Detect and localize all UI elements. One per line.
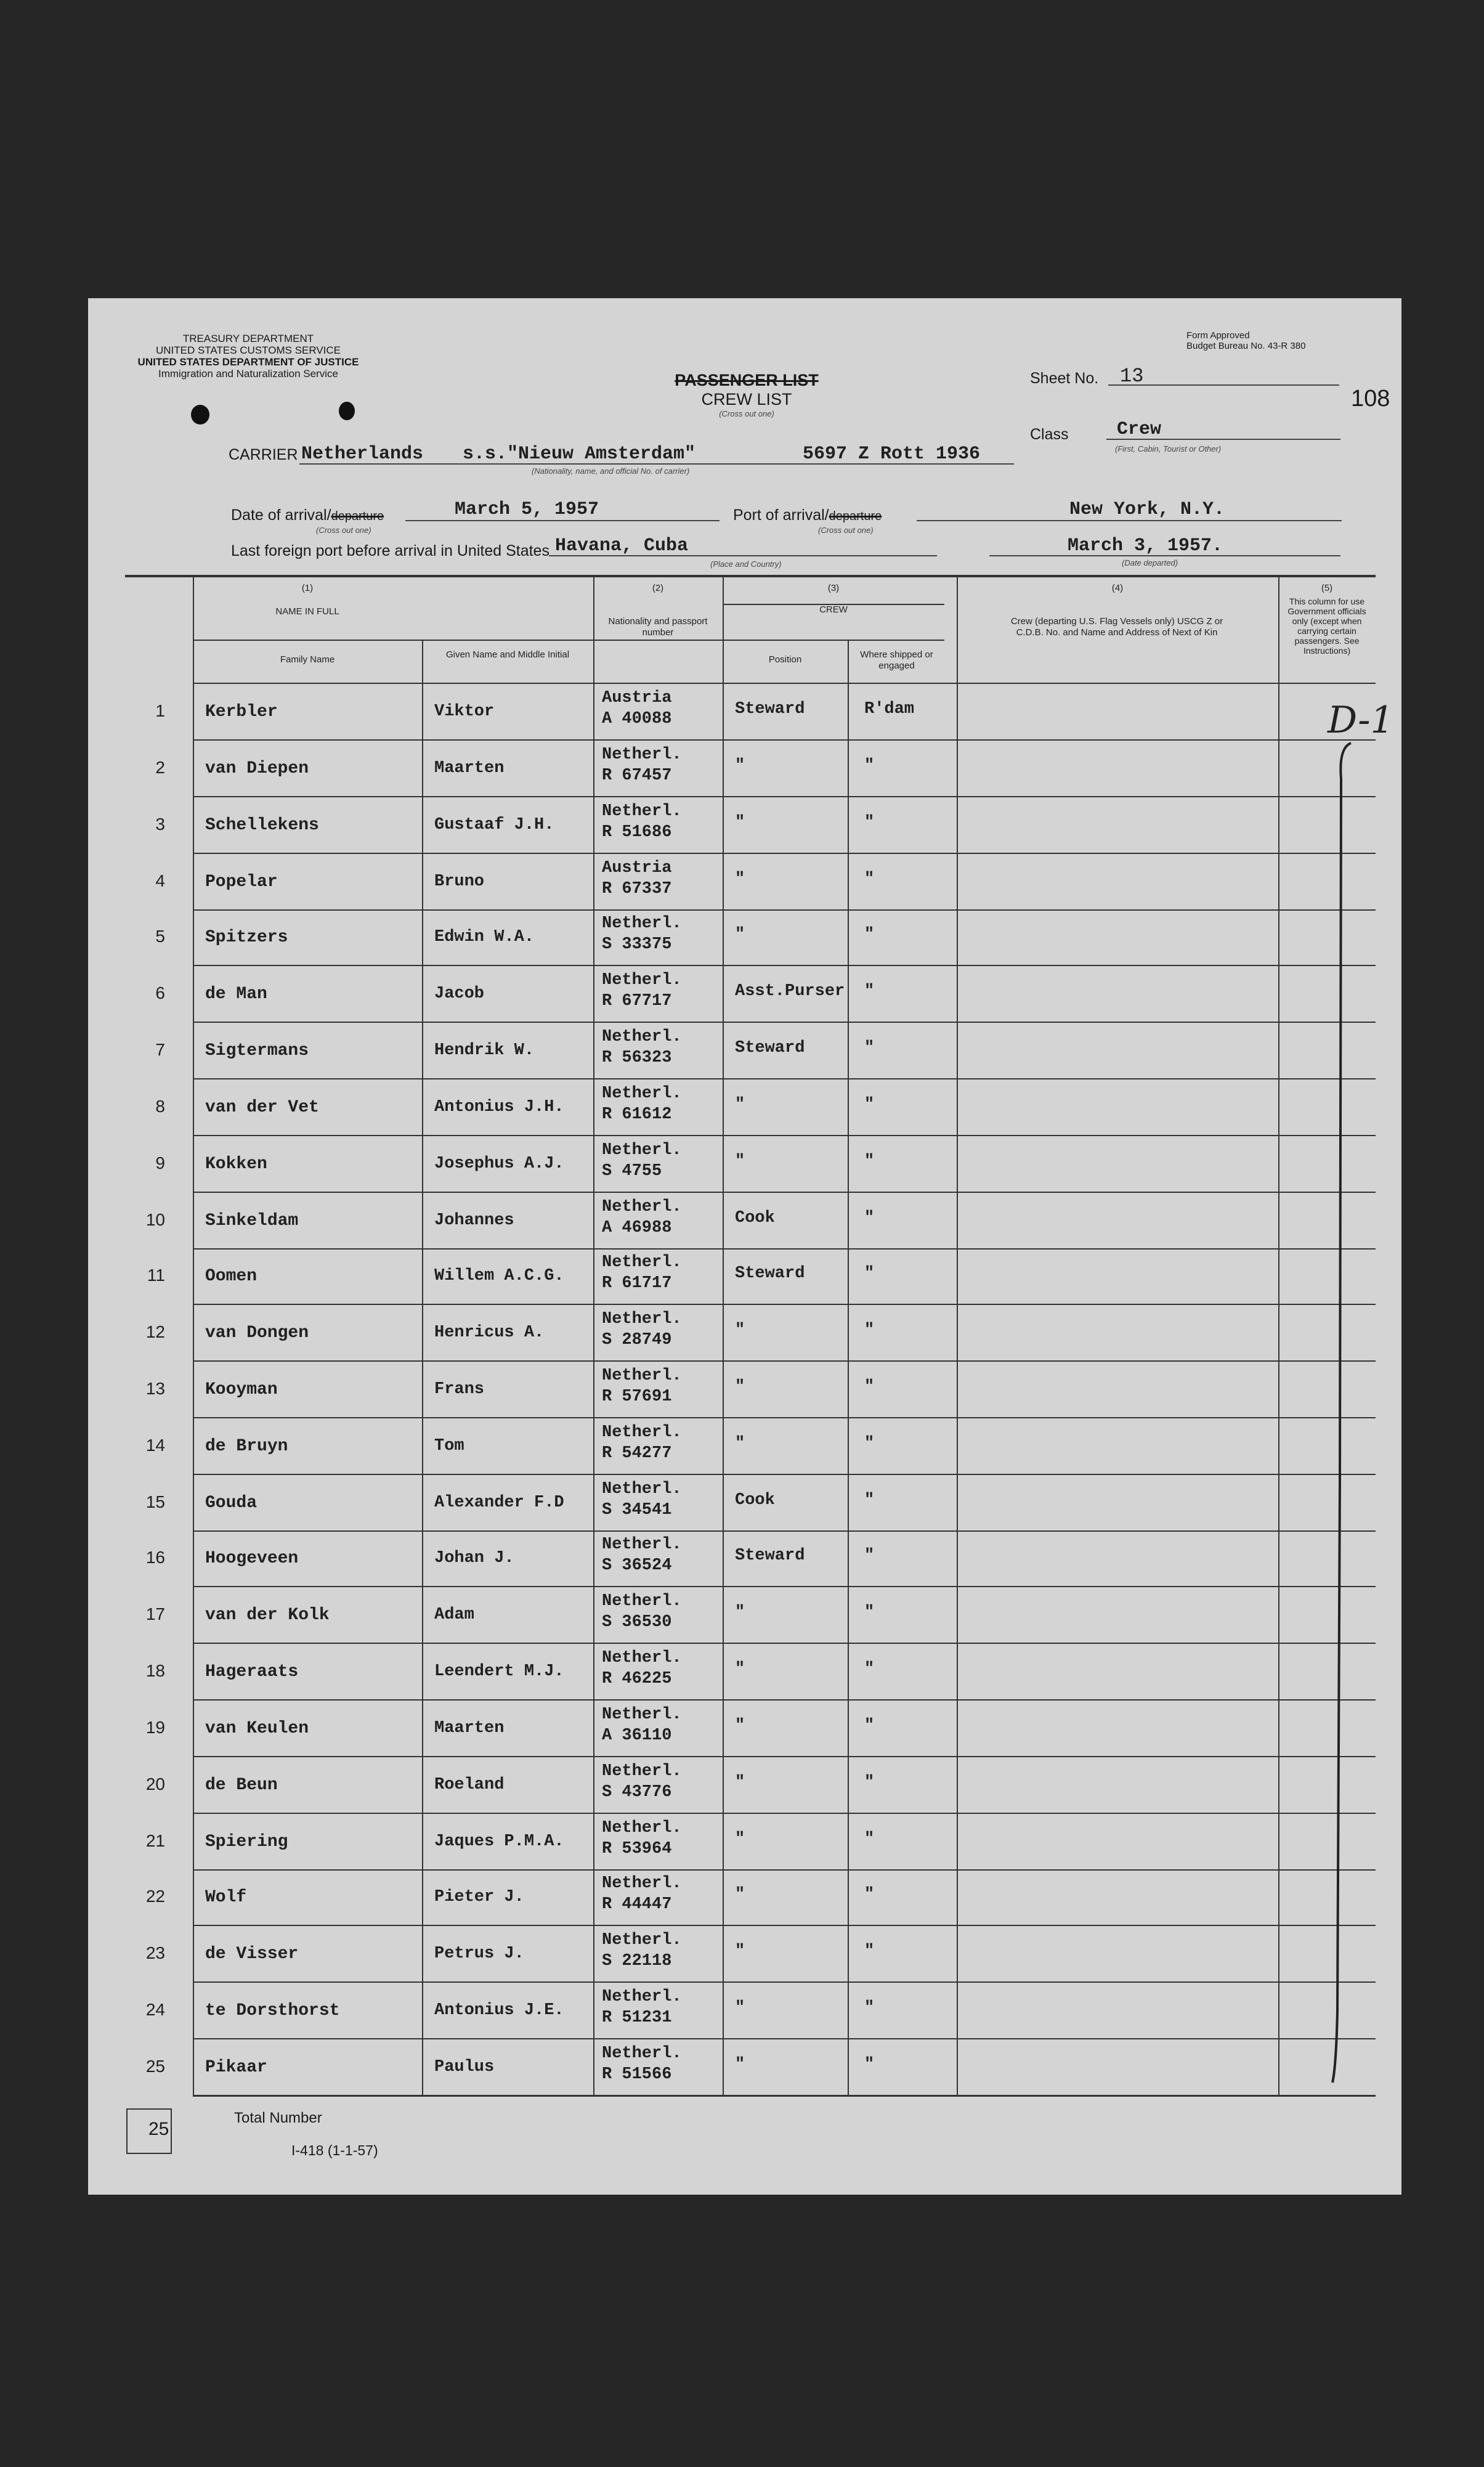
given-name: Tom <box>434 1437 464 1455</box>
row-divider <box>193 853 1376 854</box>
given-name: Paulus <box>434 2058 495 2076</box>
given-name: Johan J. <box>434 1549 514 1567</box>
passport-number: A 46988 <box>602 1219 672 1237</box>
row-divider <box>193 1756 1376 1757</box>
where-shipped: " <box>864 1434 875 1453</box>
crew-position: " <box>735 1885 745 1904</box>
row-number: 7 <box>155 1040 165 1059</box>
passport-number: R 54277 <box>602 1444 672 1463</box>
family-name: Sigtermans <box>205 1041 309 1060</box>
carrier-nationality: Netherlands <box>301 444 424 465</box>
row-number: 13 <box>145 1379 165 1398</box>
date-of-arrival-value: March 5, 1957 <box>455 499 599 520</box>
passport-number: S 4755 <box>602 1162 662 1181</box>
family-name: Hoogeveen <box>205 1549 299 1568</box>
total-value: 25 <box>148 2119 169 2139</box>
family-name: Kooyman <box>205 1380 278 1399</box>
port-of-arrival-label <box>733 506 882 524</box>
given-name: Antonius J.H. <box>434 1098 564 1116</box>
given-name: Bruno <box>434 872 485 891</box>
last-port-date: March 3, 1957. <box>1068 535 1223 556</box>
crew-position: " <box>735 1942 745 1961</box>
agency-header <box>137 333 359 380</box>
family-name: Pikaar <box>205 2058 267 2077</box>
nationality: Netherl. <box>602 1931 682 1949</box>
row-number: 15 <box>145 1492 165 1511</box>
passport-number: R 61612 <box>602 1105 672 1124</box>
nationality: Netherl. <box>602 1649 682 1667</box>
nationality: Netherl. <box>602 914 682 933</box>
passport-number: S 33375 <box>602 935 672 954</box>
row-divider <box>193 909 1376 911</box>
crew-position: " <box>735 870 745 888</box>
given-name: Hendrik W. <box>434 1041 535 1060</box>
where-shipped: " <box>864 1264 875 1283</box>
col-where-shipped: Where shipped or engaged <box>860 649 933 671</box>
family-name: Sinkeldam <box>205 1211 299 1230</box>
ink-blot <box>339 402 355 420</box>
nationality: Netherl. <box>602 1762 682 1781</box>
crew-list-form <box>88 298 1401 2195</box>
crew-position: " <box>735 1773 745 1792</box>
last-port-label: Last foreign port before arrival in United States <box>231 542 549 559</box>
nationality: Netherl. <box>602 1592 682 1611</box>
where-shipped: " <box>864 1773 875 1792</box>
given-name: Viktor <box>434 702 495 721</box>
passport-number: S 28749 <box>602 1331 672 1349</box>
given-name: Petrus J. <box>434 1945 524 1963</box>
row-number: 9 <box>155 1153 165 1173</box>
where-shipped: " <box>864 1095 875 1114</box>
row-number: 10 <box>145 1210 165 1229</box>
family-name: Oomen <box>205 1267 257 1286</box>
nationality: Netherl. <box>602 1367 682 1385</box>
passport-number: S 36530 <box>602 1613 672 1632</box>
carrier-caption: (Nationality, name, and official No. of carrier) <box>532 466 690 476</box>
nationality: Netherl. <box>602 1028 682 1046</box>
row-number: 1 <box>155 701 165 720</box>
where-shipped: " <box>864 1546 875 1565</box>
row-number: 2 <box>155 758 165 777</box>
row-number: 21 <box>145 1831 165 1850</box>
passport-number: S 36524 <box>602 1556 672 1575</box>
nationality: Netherl. <box>602 1988 682 2006</box>
crew-position: Steward <box>735 1039 805 1057</box>
col2-title: Nationality and passport number <box>608 616 708 638</box>
family-name: Schellekens <box>205 816 319 835</box>
where-shipped: " <box>864 870 875 888</box>
port-of-arrival-value: New York, N.Y. <box>1069 499 1225 520</box>
row-number: 16 <box>145 1548 165 1567</box>
where-shipped: " <box>864 1378 875 1396</box>
col-given-name: Given Name and Middle Initial <box>445 649 570 660</box>
crew-position: Asst.Purser <box>735 982 845 1001</box>
crew-position: Cook <box>735 1491 775 1510</box>
row-divider <box>193 1586 1376 1587</box>
row-number: 6 <box>155 983 165 1002</box>
date-departed-caption: (Date departed) <box>1122 558 1178 567</box>
row-divider <box>193 965 1376 966</box>
passport-number: A 36110 <box>602 1726 672 1745</box>
family-name: van Keulen <box>205 1719 309 1738</box>
where-shipped: " <box>864 1603 875 1622</box>
given-name: Henricus A. <box>434 1323 545 1342</box>
crew-position: " <box>735 1603 745 1622</box>
col5-title: This column for use Government officials only (except when carrying certain passengers. See Instructions) <box>1287 596 1366 656</box>
passport-number: R 67717 <box>602 992 672 1010</box>
row-number: 17 <box>145 1604 165 1624</box>
given-name: Willem A.C.G. <box>434 1267 564 1285</box>
nationality: Netherl. <box>602 1535 682 1554</box>
row-divider <box>193 1474 1376 1475</box>
col3-number: (3) <box>827 583 840 593</box>
given-name: Jacob <box>434 985 485 1003</box>
nationality: Netherl. <box>602 1874 682 1893</box>
class-label: Class <box>1030 426 1069 443</box>
passport-number: R 51686 <box>602 823 672 842</box>
nationality: Netherl. <box>602 1480 682 1498</box>
where-shipped: " <box>864 1942 875 1961</box>
where-shipped: " <box>864 1491 875 1510</box>
nationality: Netherl. <box>602 1253 682 1272</box>
row-number: 23 <box>145 1943 165 1962</box>
row-divider <box>193 1643 1376 1644</box>
form-number: I-418 (1-1-57) <box>291 2142 378 2158</box>
given-name: Gustaaf J.H. <box>434 816 554 834</box>
col2-number: (2) <box>652 583 664 593</box>
given-name: Edwin W.A. <box>434 928 535 946</box>
carrier-label: CARRIER <box>229 446 298 463</box>
row-divider <box>193 2038 1376 2039</box>
given-name: Adam <box>434 1606 474 1624</box>
where-shipped: " <box>864 1885 875 1904</box>
family-name: Spiering <box>205 1832 288 1851</box>
passport-number: R 61717 <box>602 1274 672 1293</box>
class-value: Crew <box>1117 419 1162 440</box>
where-shipped: " <box>864 1660 875 1678</box>
family-name: Hageraats <box>205 1662 299 1681</box>
port-struck-text: departure <box>829 510 882 523</box>
col4-title: Crew (departing U.S. Flag Vessels only) USCG Z or C.D.B. No. and Name and Address of Next of Kin <box>1010 616 1223 638</box>
form-approved-line: Form Approved <box>1186 330 1250 341</box>
passenger-list-title: PASSENGER LIST <box>675 371 819 389</box>
crew-position: " <box>735 1378 745 1396</box>
passport-number: S 22118 <box>602 1952 672 1970</box>
row-number: 18 <box>145 1661 165 1680</box>
family-name: Kerbler <box>205 702 278 721</box>
row-divider <box>193 1530 1376 1532</box>
crew-position: " <box>735 925 745 944</box>
sheet-label: Sheet No. <box>1030 370 1099 387</box>
family-name: Kokken <box>205 1155 267 1174</box>
passport-number: R 67457 <box>602 766 672 785</box>
col-family-name: Family Name <box>280 654 335 665</box>
row-divider <box>193 1869 1376 1871</box>
crew-position: " <box>735 1152 745 1171</box>
port-cross-caption: (Cross out one) <box>818 526 874 535</box>
crew-position: " <box>735 1095 745 1114</box>
crew-position: Steward <box>735 1546 805 1565</box>
port-label-text: Port of arrival/ <box>733 506 829 524</box>
nationality: Austria <box>602 689 672 707</box>
row-divider <box>193 1192 1376 1193</box>
row-number: 3 <box>155 815 165 834</box>
row-divider <box>193 739 1376 741</box>
passport-number: S 34541 <box>602 1501 672 1519</box>
given-name: Alexander F.D <box>434 1494 564 1512</box>
family-name: Wolf <box>205 1888 247 1907</box>
nationality: Austria <box>602 859 672 877</box>
passport-number: R 57691 <box>602 1388 672 1406</box>
crew-position: " <box>735 1434 745 1453</box>
where-shipped: R'dam <box>864 700 915 718</box>
given-name: Jaques P.M.A. <box>434 1832 564 1851</box>
family-name: de Bruyn <box>205 1437 288 1456</box>
row-number: 11 <box>147 1266 165 1285</box>
where-shipped: " <box>864 813 875 832</box>
crew-position: " <box>735 757 745 775</box>
row-divider <box>193 1248 1376 1250</box>
row-number: 4 <box>155 871 165 890</box>
form-title <box>670 371 824 418</box>
col1-number: (1) <box>301 583 314 593</box>
row-divider <box>193 1304 1376 1305</box>
row-divider <box>193 1135 1376 1136</box>
passport-number: S 43776 <box>602 1783 672 1802</box>
given-name: Maarten <box>434 1719 505 1737</box>
family-name: Popelar <box>205 872 278 892</box>
where-shipped: " <box>864 1152 875 1171</box>
family-name: Gouda <box>205 1494 257 1513</box>
crew-position: " <box>735 1830 745 1848</box>
date-label-text: Date of arrival/ <box>231 506 331 524</box>
agency-line: Immigration and Naturalization Service <box>158 368 338 380</box>
passport-number: R 46225 <box>602 1670 672 1688</box>
row-number: 19 <box>145 1718 165 1737</box>
crew-position: Steward <box>735 700 805 718</box>
where-shipped: " <box>864 1209 875 1227</box>
carrier-vessel: s.s."Nieuw Amsterdam" <box>463 444 696 465</box>
passport-number: A 40088 <box>602 710 672 728</box>
agency-line: UNITED STATES DEPARTMENT OF JUSTICE <box>137 356 359 368</box>
row-divider <box>193 1022 1376 1023</box>
row-number: 24 <box>145 2000 165 2019</box>
col-position: Position <box>768 654 802 665</box>
crew-list-title: CREW LIST <box>701 390 792 408</box>
agency-line: TREASURY DEPARTMENT <box>182 333 314 344</box>
given-name: Johannes <box>434 1211 514 1230</box>
row-divider <box>193 1417 1376 1418</box>
where-shipped: " <box>864 982 875 1001</box>
date-of-arrival-label <box>231 506 384 524</box>
agency-line: UNITED STATES CUSTOMS SERVICE <box>155 344 341 356</box>
nationality: Netherl. <box>602 1198 682 1216</box>
crew-position: " <box>735 1717 745 1735</box>
official-mark: D-1 <box>1328 699 1394 742</box>
family-name: de Visser <box>205 1945 299 1964</box>
form-approved <box>1186 330 1305 351</box>
passport-number: R 67337 <box>602 880 672 898</box>
where-shipped: " <box>864 757 875 775</box>
nationality: Netherl. <box>602 746 682 764</box>
where-shipped: " <box>864 1321 875 1339</box>
passport-number: R 56323 <box>602 1049 672 1067</box>
where-shipped: " <box>864 1999 875 2017</box>
official-bracket <box>1326 742 1363 2085</box>
where-shipped: " <box>864 1830 875 1848</box>
nationality: Netherl. <box>602 971 682 990</box>
given-name: Pieter J. <box>434 1888 524 1906</box>
passport-number: R 51231 <box>602 2009 672 2027</box>
family-name: van Dongen <box>205 1323 309 1343</box>
row-divider <box>193 1813 1376 1814</box>
where-shipped: " <box>864 1039 875 1057</box>
given-name: Josephus A.J. <box>434 1155 564 1173</box>
nationality: Netherl. <box>602 1141 682 1160</box>
nationality: Netherl. <box>602 1705 682 1724</box>
nationality: Netherl. <box>602 1423 682 1442</box>
family-name: de Man <box>205 985 267 1004</box>
date-struck-text: departure <box>331 510 384 523</box>
passport-number: R 53964 <box>602 1840 672 1858</box>
given-name: Antonius J.E. <box>434 2001 564 2020</box>
last-port-value: Havana, Cuba <box>555 535 689 556</box>
passport-number: R 44447 <box>602 1895 672 1914</box>
where-shipped: " <box>864 1717 875 1735</box>
nationality: Netherl. <box>602 1819 682 1837</box>
row-number: 12 <box>145 1322 165 1341</box>
family-name: van der Kolk <box>205 1606 330 1625</box>
crew-position: Steward <box>735 1264 805 1283</box>
crew-position: Cook <box>735 1209 775 1227</box>
crew-position: " <box>735 1999 745 2017</box>
row-number: 25 <box>145 2057 165 2076</box>
row-number: 20 <box>145 1774 165 1794</box>
given-name: Roeland <box>434 1776 505 1794</box>
class-caption: (First, Cabin, Tourist or Other) <box>1115 444 1222 453</box>
family-name: Spitzers <box>205 928 288 947</box>
col5-number: (5) <box>1321 583 1333 593</box>
row-number: 22 <box>145 1887 165 1906</box>
col1-title: NAME IN FULL <box>275 606 339 617</box>
where-shipped: " <box>864 925 875 944</box>
crew-position: " <box>735 2055 745 2074</box>
passport-number: R 51566 <box>602 2065 672 2084</box>
row-number: 8 <box>155 1097 165 1116</box>
crew-position: " <box>735 1660 745 1678</box>
row-divider <box>193 1925 1376 1926</box>
nationality: Netherl. <box>602 802 682 821</box>
budget-bureau-line: Budget Bureau No. 43-R 380 <box>1186 341 1306 351</box>
nationality: Netherl. <box>602 2044 682 2063</box>
given-name: Maarten <box>434 759 505 778</box>
family-name: te Dorsthorst <box>205 2001 340 2020</box>
crew-position: " <box>735 1321 745 1339</box>
row-divider <box>193 1981 1376 1983</box>
nationality: Netherl. <box>602 1310 682 1328</box>
col4-number: (4) <box>1111 583 1124 593</box>
given-name: Leendert M.J. <box>434 1662 564 1681</box>
row-divider <box>193 1699 1376 1701</box>
carrier-official-no: 5697 Z Rott 1936 <box>803 444 981 465</box>
family-name: de Beun <box>205 1776 278 1795</box>
ink-blot <box>191 405 209 425</box>
total-label: Total Number <box>234 2110 322 2126</box>
last-port-caption: (Place and Country) <box>710 559 782 569</box>
sheet-stamp: 108 <box>1351 386 1390 412</box>
row-divider <box>193 1078 1376 1079</box>
date-cross-caption: (Cross out one) <box>316 526 371 535</box>
sheet-number: 13 <box>1120 365 1144 388</box>
family-name: van Diepen <box>205 759 309 778</box>
family-name: van der Vet <box>205 1098 319 1117</box>
crew-position: " <box>735 813 745 832</box>
row-number: 14 <box>145 1436 165 1455</box>
given-name: Frans <box>434 1380 485 1399</box>
cross-out-note: (Cross out one) <box>719 409 774 418</box>
row-number: 5 <box>155 927 165 946</box>
where-shipped: " <box>864 2055 875 2074</box>
row-divider <box>193 796 1376 797</box>
col3-title: CREW <box>819 604 848 615</box>
row-divider <box>193 1360 1376 1362</box>
nationality: Netherl. <box>602 1084 682 1103</box>
